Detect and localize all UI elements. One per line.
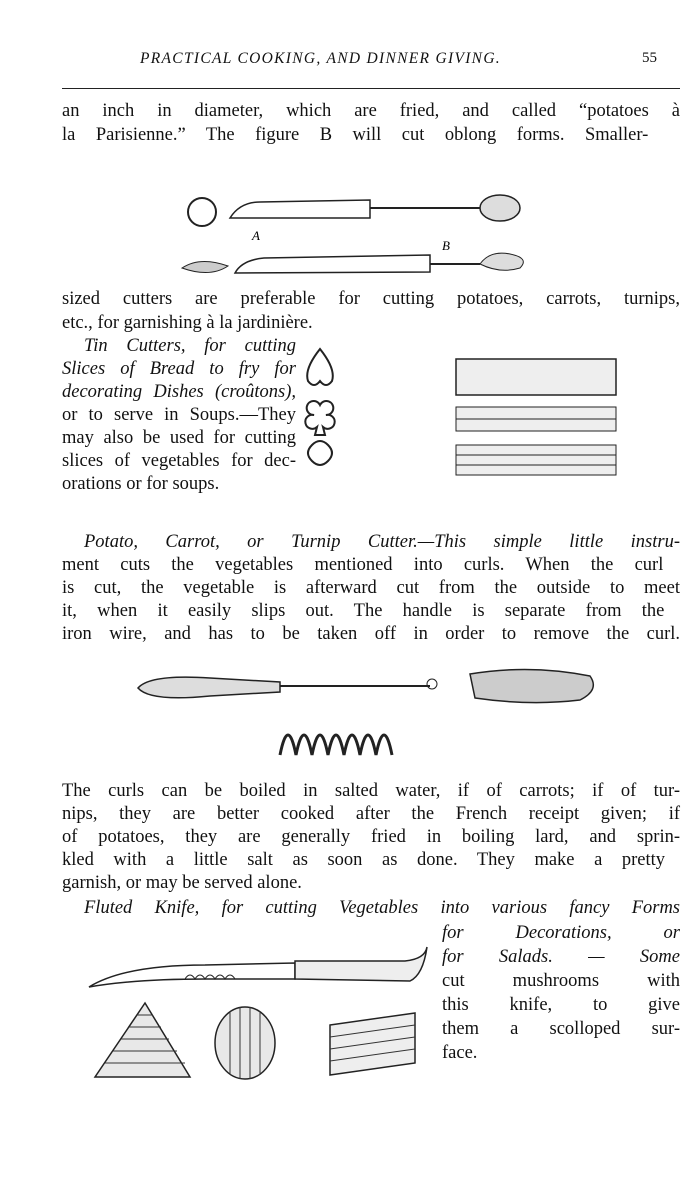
turnip-cutter-illustration	[130, 660, 610, 775]
text-line: Tin Cutters, for cutting	[84, 336, 296, 356]
text-line: is cut, the vegetable is afterward cut from the outside to meet	[62, 578, 680, 598]
text-line: Slices of Bread to fry for	[62, 359, 296, 379]
tin-cutter-shapes-illustration	[300, 345, 340, 475]
text-line: this knife, to give	[442, 995, 680, 1015]
potato-cutters-illustration	[180, 188, 540, 288]
text-line: la Parisienne.” The figure B will cut oblong forms. Smaller-	[62, 125, 649, 145]
bread-slices-illustration	[448, 355, 628, 485]
text-line: Potato, Carrot, or Turnip Cutter.—This simple little instru-	[84, 532, 680, 552]
text-line: an inch in diameter, which are fried, and called “potatoes à	[62, 101, 680, 121]
text-line: etc., for garnishing à la jardinière.	[62, 313, 313, 333]
text-line: kled with a little salt as soon as done. They make a pretty	[62, 850, 666, 870]
page-number: 55	[642, 50, 657, 66]
label-a: A	[252, 228, 260, 243]
text-line: slices of vegetables for dec-	[62, 451, 296, 471]
fluted-knife-illustration	[85, 935, 435, 1085]
header-rule	[62, 88, 680, 89]
text-line: cut mushrooms with	[442, 971, 680, 991]
text-line: nips, they are better cooked after the French receipt given; if	[62, 804, 680, 824]
text-line: The curls can be boiled in salted water, if of carrots; if of tur-	[62, 781, 680, 801]
running-title: PRACTICAL COOKING, AND DINNER GIVING.	[140, 50, 501, 67]
text-line: them a scolloped sur-	[442, 1019, 680, 1039]
text-line: sized cutters are preferable for cutting potatoes, carrots, turnips,	[62, 289, 680, 309]
text-line: for Decorations, or	[442, 923, 680, 943]
text-line: face.	[442, 1043, 478, 1063]
text-line: iron wire, and has to be taken off in order to remove the curl.	[62, 624, 680, 644]
text-line: may also be used for cutting	[62, 428, 296, 448]
text-line: ment cuts the vegetables mentioned into curls. When the curl	[62, 555, 664, 575]
text-line: for Salads. — Some	[442, 947, 680, 967]
text-line: Fluted Knife, for cutting Vegetables into various fancy Forms	[84, 898, 680, 918]
text-line: decorating Dishes (croûtons),	[62, 382, 296, 402]
text-line: it, when it easily slips out. The handle is separate from the	[62, 601, 665, 621]
text-line: or to serve in Soups.—They	[62, 405, 296, 425]
label-b: B	[442, 238, 450, 253]
text-line: orations or for soups.	[62, 474, 220, 494]
text-line: of potatoes, they are generally fried in boiling lard, and sprin-	[62, 827, 680, 847]
text-line: garnish, or may be served alone.	[62, 873, 302, 893]
